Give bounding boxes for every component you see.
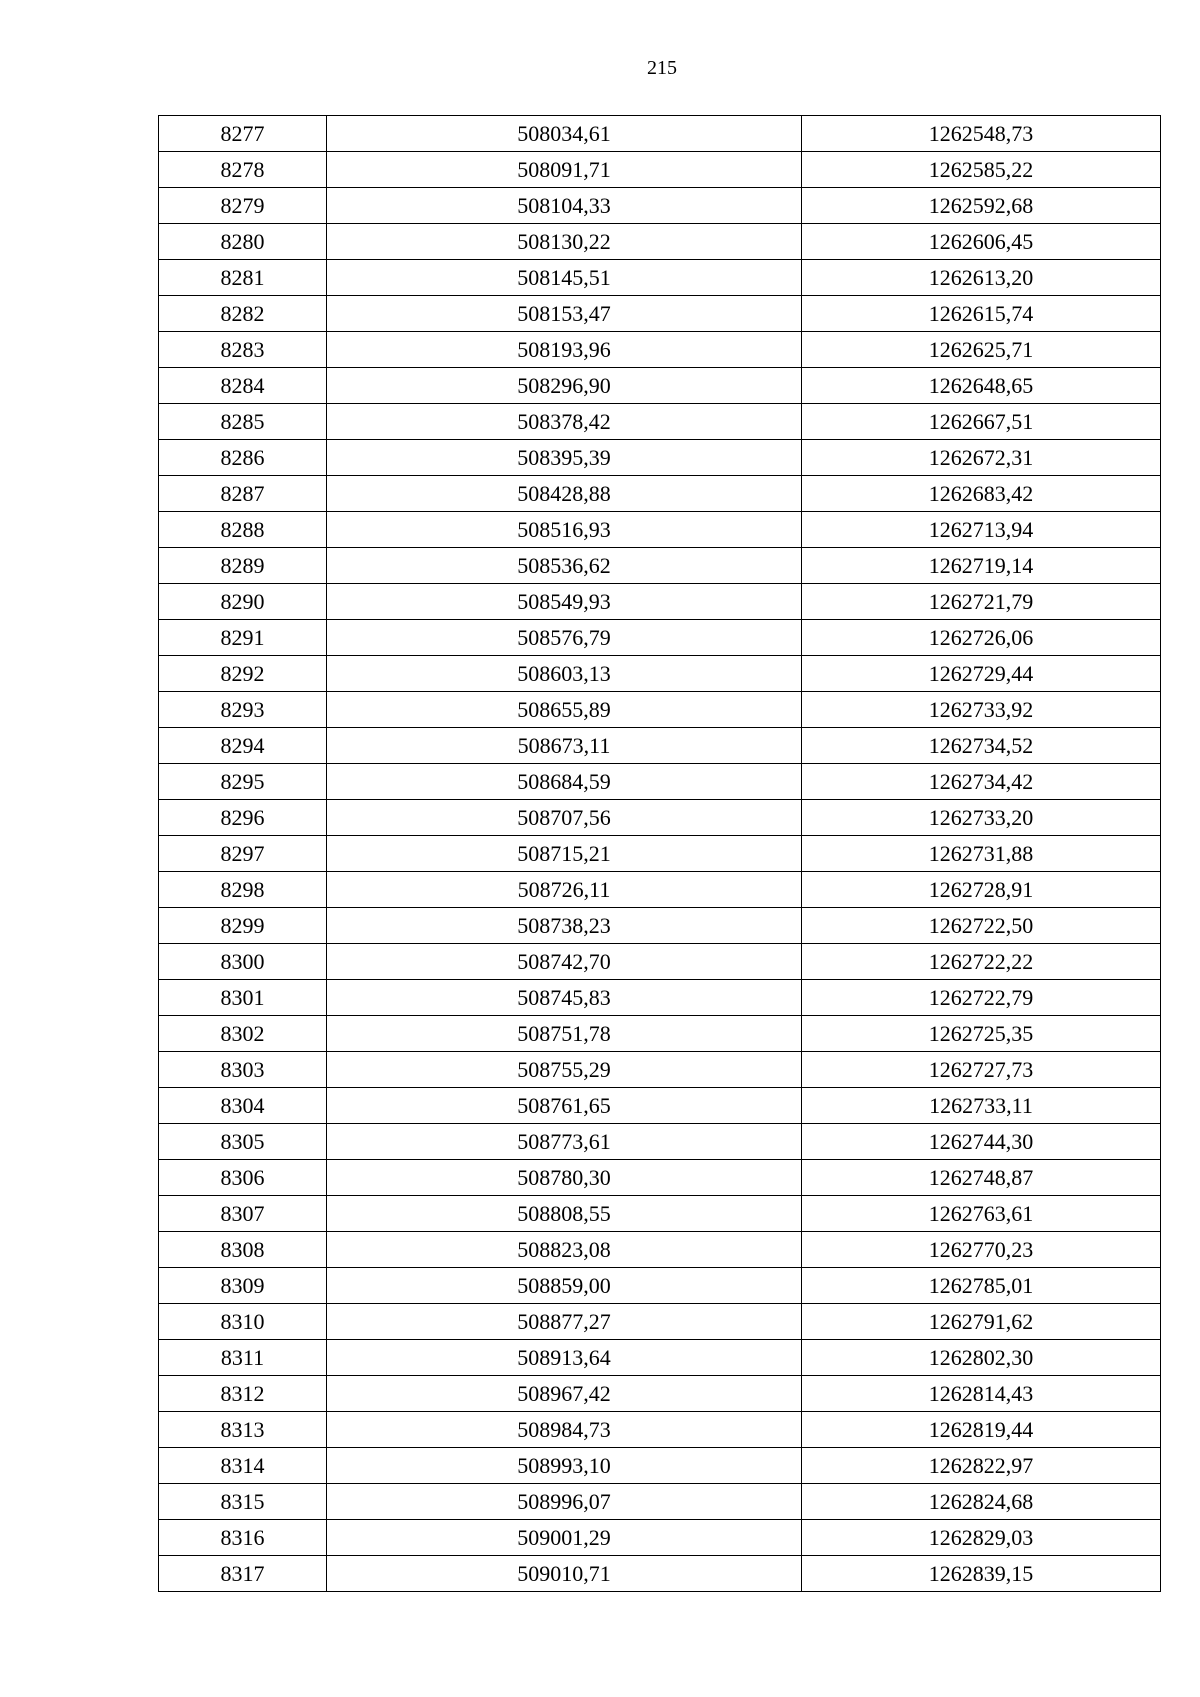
point-number-cell: 8314 (159, 1448, 327, 1484)
table-row (159, 1196, 1161, 1232)
point-number-cell: 8295 (159, 764, 327, 800)
y-coordinate-cell: 1262606,45 (802, 224, 1161, 260)
point-number-cell: 8289 (159, 548, 327, 584)
y-coordinate-cell: 1262824,68 (802, 1484, 1161, 1520)
point-number-cell: 8287 (159, 476, 327, 512)
point-number-cell: 8302 (159, 1016, 327, 1052)
point-number-cell: 8294 (159, 728, 327, 764)
table-row (159, 656, 1161, 692)
x-coordinate-cell: 508755,29 (327, 1052, 802, 1088)
x-coordinate-cell: 508761,65 (327, 1088, 802, 1124)
point-number-cell: 8298 (159, 872, 327, 908)
y-coordinate-cell: 1262592,68 (802, 188, 1161, 224)
point-number-cell: 8305 (159, 1124, 327, 1160)
point-number-cell: 8278 (159, 152, 327, 188)
x-coordinate-cell: 508996,07 (327, 1484, 802, 1520)
table-row (159, 296, 1161, 332)
x-coordinate-cell: 508145,51 (327, 260, 802, 296)
point-number-cell: 8308 (159, 1232, 327, 1268)
table-row (159, 584, 1161, 620)
table-row (159, 1304, 1161, 1340)
table-row (159, 1520, 1161, 1556)
table-row (159, 116, 1161, 152)
y-coordinate-cell: 1262648,65 (802, 368, 1161, 404)
table-row (159, 1268, 1161, 1304)
point-number-cell: 8312 (159, 1376, 327, 1412)
y-coordinate-cell: 1262770,23 (802, 1232, 1161, 1268)
y-coordinate-cell: 1262725,35 (802, 1016, 1161, 1052)
table-row (159, 368, 1161, 404)
y-coordinate-cell: 1262802,30 (802, 1340, 1161, 1376)
point-number-cell: 8296 (159, 800, 327, 836)
x-coordinate-cell: 508428,88 (327, 476, 802, 512)
y-coordinate-cell: 1262548,73 (802, 116, 1161, 152)
table-row (159, 800, 1161, 836)
y-coordinate-cell: 1262839,15 (802, 1556, 1161, 1592)
x-coordinate-cell: 508576,79 (327, 620, 802, 656)
x-coordinate-cell: 508877,27 (327, 1304, 802, 1340)
point-number-cell: 8288 (159, 512, 327, 548)
y-coordinate-cell: 1262719,14 (802, 548, 1161, 584)
x-coordinate-cell: 508091,71 (327, 152, 802, 188)
y-coordinate-cell: 1262734,52 (802, 728, 1161, 764)
y-coordinate-cell: 1262672,31 (802, 440, 1161, 476)
table-row (159, 1556, 1161, 1592)
point-number-cell: 8283 (159, 332, 327, 368)
x-coordinate-cell: 508378,42 (327, 404, 802, 440)
x-coordinate-cell: 508738,23 (327, 908, 802, 944)
x-coordinate-cell: 508808,55 (327, 1196, 802, 1232)
y-coordinate-cell: 1262819,44 (802, 1412, 1161, 1448)
x-coordinate-cell: 508751,78 (327, 1016, 802, 1052)
point-number-cell: 8285 (159, 404, 327, 440)
table-row (159, 440, 1161, 476)
table-row (159, 332, 1161, 368)
table-row (159, 764, 1161, 800)
x-coordinate-cell: 508715,21 (327, 836, 802, 872)
y-coordinate-cell: 1262785,01 (802, 1268, 1161, 1304)
y-coordinate-cell: 1262615,74 (802, 296, 1161, 332)
point-number-cell: 8311 (159, 1340, 327, 1376)
y-coordinate-cell: 1262734,42 (802, 764, 1161, 800)
y-coordinate-cell: 1262722,50 (802, 908, 1161, 944)
y-coordinate-cell: 1262763,61 (802, 1196, 1161, 1232)
x-coordinate-cell: 508193,96 (327, 332, 802, 368)
point-number-cell: 8316 (159, 1520, 327, 1556)
point-number-cell: 8317 (159, 1556, 327, 1592)
table-row (159, 1160, 1161, 1196)
table-row (159, 548, 1161, 584)
point-number-cell: 8291 (159, 620, 327, 656)
table-row (159, 836, 1161, 872)
y-coordinate-cell: 1262744,30 (802, 1124, 1161, 1160)
x-coordinate-cell: 508823,08 (327, 1232, 802, 1268)
y-coordinate-cell: 1262721,79 (802, 584, 1161, 620)
x-coordinate-cell: 508130,22 (327, 224, 802, 260)
point-number-cell: 8299 (159, 908, 327, 944)
table-row (159, 188, 1161, 224)
x-coordinate-cell: 509010,71 (327, 1556, 802, 1592)
y-coordinate-cell: 1262748,87 (802, 1160, 1161, 1196)
y-coordinate-cell: 1262814,43 (802, 1376, 1161, 1412)
point-number-cell: 8303 (159, 1052, 327, 1088)
x-coordinate-cell: 508684,59 (327, 764, 802, 800)
table-row (159, 1484, 1161, 1520)
point-number-cell: 8297 (159, 836, 327, 872)
x-coordinate-cell: 508780,30 (327, 1160, 802, 1196)
x-coordinate-cell: 508034,61 (327, 116, 802, 152)
x-coordinate-cell: 508984,73 (327, 1412, 802, 1448)
y-coordinate-cell: 1262729,44 (802, 656, 1161, 692)
table-row (159, 512, 1161, 548)
point-number-cell: 8304 (159, 1088, 327, 1124)
table-row (159, 1412, 1161, 1448)
point-number-cell: 8281 (159, 260, 327, 296)
table-row (159, 692, 1161, 728)
table-row (159, 404, 1161, 440)
y-coordinate-cell: 1262733,20 (802, 800, 1161, 836)
x-coordinate-cell: 508742,70 (327, 944, 802, 980)
y-coordinate-cell: 1262726,06 (802, 620, 1161, 656)
y-coordinate-cell: 1262731,88 (802, 836, 1161, 872)
y-coordinate-cell: 1262829,03 (802, 1520, 1161, 1556)
point-number-cell: 8309 (159, 1268, 327, 1304)
x-coordinate-cell: 508707,56 (327, 800, 802, 836)
table-row (159, 1340, 1161, 1376)
table-row (159, 260, 1161, 296)
x-coordinate-cell: 508655,89 (327, 692, 802, 728)
table-row (159, 872, 1161, 908)
x-coordinate-cell: 508296,90 (327, 368, 802, 404)
table-row (159, 728, 1161, 764)
x-coordinate-cell: 508104,33 (327, 188, 802, 224)
coordinates-table (158, 115, 1161, 1592)
x-coordinate-cell: 508395,39 (327, 440, 802, 476)
x-coordinate-cell: 508913,64 (327, 1340, 802, 1376)
table-row (159, 1376, 1161, 1412)
point-number-cell: 8301 (159, 980, 327, 1016)
point-number-cell: 8300 (159, 944, 327, 980)
table-row (159, 224, 1161, 260)
table-row (159, 1124, 1161, 1160)
point-number-cell: 8313 (159, 1412, 327, 1448)
x-coordinate-cell: 508745,83 (327, 980, 802, 1016)
point-number-cell: 8310 (159, 1304, 327, 1340)
table-row (159, 1448, 1161, 1484)
page-number: 215 (647, 57, 677, 79)
point-number-cell: 8293 (159, 692, 327, 728)
table-row (159, 1088, 1161, 1124)
point-number-cell: 8290 (159, 584, 327, 620)
x-coordinate-cell: 508536,62 (327, 548, 802, 584)
x-coordinate-cell: 508516,93 (327, 512, 802, 548)
x-coordinate-cell: 508603,13 (327, 656, 802, 692)
point-number-cell: 8307 (159, 1196, 327, 1232)
y-coordinate-cell: 1262733,11 (802, 1088, 1161, 1124)
point-number-cell: 8277 (159, 116, 327, 152)
x-coordinate-cell: 508726,11 (327, 872, 802, 908)
x-coordinate-cell: 508549,93 (327, 584, 802, 620)
x-coordinate-cell: 508773,61 (327, 1124, 802, 1160)
table-row (159, 908, 1161, 944)
y-coordinate-cell: 1262733,92 (802, 692, 1161, 728)
table-row (159, 1016, 1161, 1052)
point-number-cell: 8286 (159, 440, 327, 476)
x-coordinate-cell: 508993,10 (327, 1448, 802, 1484)
y-coordinate-cell: 1262722,79 (802, 980, 1161, 1016)
point-number-cell: 8284 (159, 368, 327, 404)
y-coordinate-cell: 1262683,42 (802, 476, 1161, 512)
point-number-cell: 8306 (159, 1160, 327, 1196)
y-coordinate-cell: 1262727,73 (802, 1052, 1161, 1088)
table-row (159, 1052, 1161, 1088)
y-coordinate-cell: 1262585,22 (802, 152, 1161, 188)
point-number-cell: 8279 (159, 188, 327, 224)
table-row (159, 1232, 1161, 1268)
y-coordinate-cell: 1262791,62 (802, 1304, 1161, 1340)
x-coordinate-cell: 508967,42 (327, 1376, 802, 1412)
point-number-cell: 8292 (159, 656, 327, 692)
y-coordinate-cell: 1262713,94 (802, 512, 1161, 548)
point-number-cell: 8315 (159, 1484, 327, 1520)
x-coordinate-cell: 509001,29 (327, 1520, 802, 1556)
table-row (159, 476, 1161, 512)
table-row (159, 620, 1161, 656)
table-row (159, 152, 1161, 188)
x-coordinate-cell: 508153,47 (327, 296, 802, 332)
point-number-cell: 8282 (159, 296, 327, 332)
x-coordinate-cell: 508673,11 (327, 728, 802, 764)
y-coordinate-cell: 1262728,91 (802, 872, 1161, 908)
y-coordinate-cell: 1262822,97 (802, 1448, 1161, 1484)
point-number-cell: 8280 (159, 224, 327, 260)
y-coordinate-cell: 1262625,71 (802, 332, 1161, 368)
y-coordinate-cell: 1262613,20 (802, 260, 1161, 296)
y-coordinate-cell: 1262722,22 (802, 944, 1161, 980)
table-row (159, 980, 1161, 1016)
table-row (159, 944, 1161, 980)
coordinates-table-body (159, 116, 1161, 1592)
x-coordinate-cell: 508859,00 (327, 1268, 802, 1304)
y-coordinate-cell: 1262667,51 (802, 404, 1161, 440)
